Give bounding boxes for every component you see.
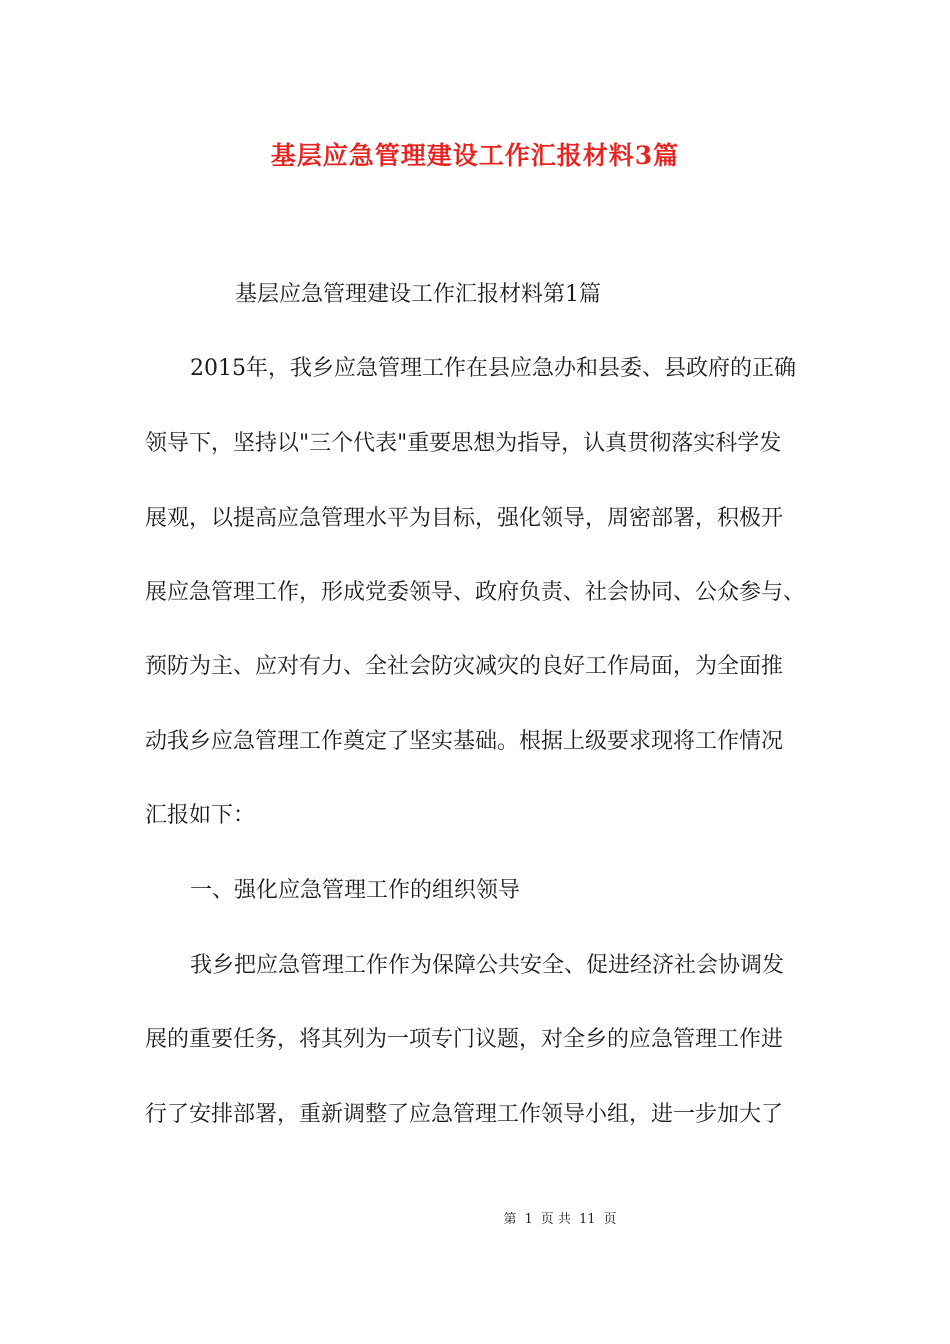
paragraph-line: 汇报如下： — [145, 803, 256, 828]
section-subtitle: 基层应急管理建设工作汇报材料第1篇 — [235, 282, 601, 307]
footer-prefix: 第 — [503, 1212, 517, 1227]
paragraph-line: 行了安排部署，重新调整了应急管理工作领导小组，进一步加大了 — [145, 1102, 784, 1127]
footer-current-page: 1 — [524, 1212, 533, 1227]
page-footer — [0, 1208, 950, 1227]
paragraph-line: 展应急管理工作，形成党委领导、政府负责、社会协同、公众参与、 — [145, 580, 806, 605]
paragraph-line: 展观，以提高应急管理水平为目标，强化领导，周密部署，积极开 — [145, 506, 784, 531]
paragraph-line: 2015年，我乡应急管理工作在县应急办和县委、县政府的正确 — [190, 356, 796, 381]
paragraph-line: 我乡把应急管理工作作为保障公共安全、促进经济社会协调发 — [190, 953, 785, 978]
footer-total-pages: 11 — [578, 1212, 596, 1227]
paragraph-line: 领导下，坚持以"三个代表"重要思想为指导，认真贯彻落实科学发 — [145, 431, 782, 456]
paragraph-line: 预防为主、应对有力、全社会防灾减灾的良好工作局面，为全面推 — [145, 654, 784, 679]
paragraph-line: 展的重要任务，将其列为一项专门议题，对全乡的应急管理工作进 — [145, 1027, 784, 1052]
footer-middle: 页 共 — [540, 1212, 571, 1227]
paragraph-line: 动我乡应急管理工作奠定了坚实基础。根据上级要求现将工作情况 — [145, 729, 784, 754]
section-heading: 一、强化应急管理工作的组织领导 — [190, 878, 521, 903]
document-title: 基层应急管理建设工作汇报材料3篇 — [270, 141, 680, 170]
footer-suffix: 页 — [603, 1212, 617, 1227]
